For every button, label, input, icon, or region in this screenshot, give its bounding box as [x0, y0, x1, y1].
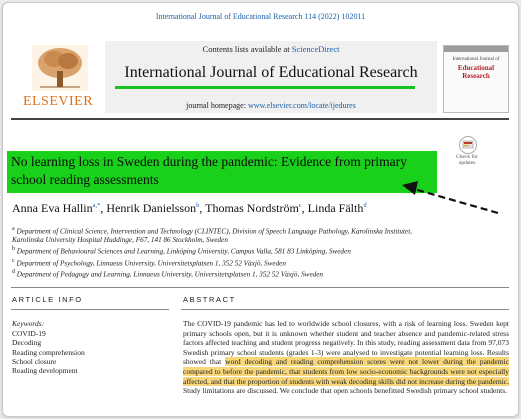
title-highlight — [7, 151, 437, 193]
abstract-text-end: Study limitations are discussed. We conclude that open schools benefitted Swedish primary school students. — [183, 386, 507, 396]
affiliation-text: Department of Psychology, Linnaeus University, Universitetsplatsen 1, 352 52 Växjö, Sweden — [16, 259, 286, 268]
journal-cover-thumbnail — [443, 45, 509, 113]
affiliation-item — [12, 225, 442, 245]
article-info-heading: ARTICLE INFO — [12, 295, 83, 304]
elsevier-tree-icon — [32, 45, 88, 91]
publisher-name: ELSEVIER — [22, 94, 94, 109]
author-affiliation-marker[interactable]: a,* — [92, 202, 101, 209]
elsevier-logo — [14, 45, 102, 109]
author-affiliation-marker[interactable]: c — [298, 202, 302, 209]
cover-line-2: Educational — [457, 64, 495, 72]
green-underline-annotation — [115, 86, 415, 89]
journal-homepage-line — [105, 101, 437, 110]
author-affiliation-marker[interactable]: b — [196, 202, 200, 209]
journal-title: International Journal of Educational Research — [124, 64, 418, 81]
journal-header-box — [105, 41, 437, 113]
affiliation-item — [12, 245, 442, 256]
cover-line-1: International Journal of — [452, 57, 500, 62]
affiliation-marker: c — [12, 257, 15, 264]
check-updates-icon — [459, 136, 477, 154]
masthead — [11, 41, 509, 113]
affiliation-marker: b — [12, 246, 15, 253]
article-title: No learning loss in Sweden during the pandemic: Evidence from primary school reading assessments — [11, 154, 407, 187]
contents-prefix: Contents lists available at — [202, 44, 292, 54]
author-name[interactable]: Linda Fälth — [307, 201, 364, 215]
section-divider-top — [11, 287, 509, 288]
paper-page — [2, 2, 519, 417]
homepage-link[interactable]: www.elsevier.com/locate/ijedures — [247, 101, 356, 110]
author-name[interactable]: Anna Eva Hallin — [12, 201, 93, 215]
author-list — [12, 201, 432, 216]
cover-title — [446, 56, 506, 80]
check-updates-label — [452, 154, 482, 166]
keywords-list — [12, 329, 85, 375]
keyword-item: School closure — [12, 356, 57, 366]
abstract-rule — [181, 309, 509, 310]
abstract-heading: ABSTRACT — [183, 295, 236, 304]
check-updates-line1: Check for — [456, 154, 478, 160]
keyword-item: COVID-19 — [12, 329, 46, 338]
affiliation-item — [12, 257, 442, 268]
author-affiliation-marker[interactable]: d — [363, 202, 367, 209]
cover-top-bar — [444, 46, 508, 52]
abstract-body — [183, 319, 509, 396]
cover-line-3: Research — [462, 72, 490, 80]
sciencedirect-link[interactable]: ScienceDirect — [291, 44, 340, 54]
affiliations — [12, 225, 442, 280]
affiliation-text: Department of Pedagogy and Learning, Linnaeus University, Universitetsplatsen 1, 352 52 Växjö, Sweden — [16, 270, 324, 279]
contents-line — [105, 44, 437, 54]
author-separator: , — [100, 201, 107, 215]
abstract-text-start: The COVID-19 pandemic has led to worldwide school closures, with a risk of learning loss. Sweden kept primary schools open, but it is unknown whether student and teacher absence and pandemic-related stress factors affected teaching and student progress negatively. In this study, reading assessment data from 97,073 Swedish primary school students (grades 1-3) were analysed to investigate potential learning loss. Results showed that — [183, 319, 509, 367]
affiliation-marker: a — [12, 226, 15, 232]
affiliation-marker: d — [12, 269, 15, 276]
keyword-item: Reading comprehension — [12, 347, 85, 357]
article-info-rule — [11, 309, 169, 310]
affiliation-item — [12, 268, 442, 279]
author-name[interactable]: Henrik Danielsson — [106, 201, 197, 215]
keyword-item: Decoding — [12, 338, 42, 348]
author-separator: , — [301, 201, 308, 215]
affiliation-text: Department of Behavioural Sciences and Learning, Linköping University, Campus Valla, 581 83 Linköping, Sweden — [16, 247, 351, 256]
affiliation-text: Department of Clinical Science, Intervention and Technology (CLINTEC), Division of Speech Language Pathology, Karolinska Institutet, Karolinska University Hospital Huddinge, F67, 141 86 Stockholm, Sweden — [12, 227, 412, 245]
abstract-highlighted-text: word decoding and reading comprehension scores were not lower during the pandemic compared to before the pandemic, that students from low socio-economic backgrounds were not especially affected, and that the proportion of students with weak decoding skills did not increase during the pandemic. — [183, 357, 509, 386]
author-separator: , — [199, 201, 206, 215]
keywords-label: Keywords: — [12, 319, 45, 328]
author-name[interactable]: Thomas Nordström — [205, 201, 299, 215]
homepage-prefix: journal homepage: — [186, 101, 248, 110]
check-updates-line2: updates — [458, 160, 476, 166]
check-for-updates-badge[interactable] — [452, 136, 482, 176]
journal-citation: International Journal of Educational Research 114 (2022) 102011 — [155, 12, 366, 21]
header-divider — [11, 118, 509, 120]
keyword-item: Reading development — [12, 366, 78, 376]
